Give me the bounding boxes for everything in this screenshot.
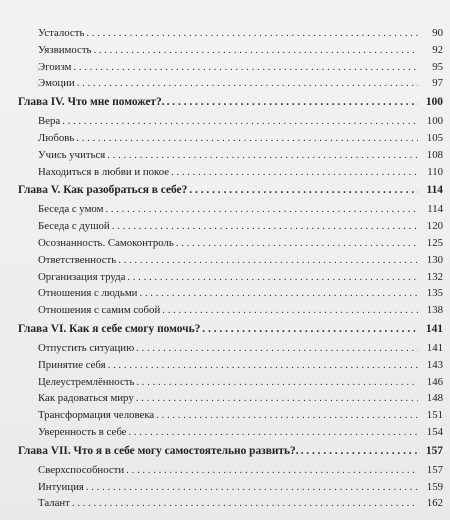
dot-leader bbox=[62, 113, 418, 130]
section-title: Беседа с умом bbox=[38, 203, 104, 216]
dot-leader bbox=[136, 374, 418, 391]
page-number: 148 bbox=[426, 392, 443, 405]
dot-leader bbox=[176, 235, 418, 252]
page-number: 92 bbox=[432, 43, 443, 56]
chapter-title: Глава IV. Что мне поможет?. bbox=[18, 96, 165, 109]
dot-leader bbox=[202, 319, 418, 340]
page-number: 125 bbox=[426, 236, 443, 249]
toc-item-row bbox=[18, 25, 443, 42]
page-number: 95 bbox=[432, 60, 443, 73]
chapter-title: Глава V. Как разобраться в себе? bbox=[18, 184, 188, 197]
toc-item-row bbox=[18, 235, 443, 252]
toc-item-row bbox=[18, 113, 443, 130]
toc-item-row bbox=[18, 407, 443, 424]
page-number: 114 bbox=[427, 203, 443, 216]
toc-item-row bbox=[18, 164, 443, 181]
dot-leader bbox=[171, 164, 418, 181]
dot-leader bbox=[189, 180, 418, 201]
section-title: Целеустремлённость bbox=[38, 375, 135, 388]
toc-item-row bbox=[18, 479, 443, 496]
toc-item-row bbox=[18, 147, 443, 164]
toc-item-row bbox=[18, 269, 443, 286]
toc-item-row bbox=[18, 462, 443, 479]
dot-leader bbox=[72, 495, 418, 512]
section-title: Принятие себя bbox=[38, 358, 106, 371]
dot-leader bbox=[139, 285, 418, 302]
dot-leader bbox=[112, 218, 418, 235]
section-title: Организация труда bbox=[38, 270, 126, 283]
toc-item-row bbox=[18, 130, 443, 147]
section-title: Уязвимость bbox=[38, 43, 92, 56]
dot-leader bbox=[86, 25, 418, 42]
toc-item-row bbox=[18, 59, 443, 76]
section-title: Как радоваться миру bbox=[38, 392, 134, 405]
page-number: 105 bbox=[426, 131, 443, 144]
section-title: Отношения с самим собой bbox=[38, 304, 161, 317]
section-title: Беседа с душой bbox=[38, 220, 110, 233]
page-number: 154 bbox=[426, 425, 443, 438]
page-number: 114 bbox=[426, 184, 443, 197]
table-of-contents bbox=[18, 25, 443, 512]
chapter-title: Глава VII. Что я в себе могу самостоятельно развить?. bbox=[18, 444, 299, 457]
section-title: Уверенность в себе bbox=[38, 425, 127, 438]
page-number: 97 bbox=[432, 77, 443, 90]
dot-leader bbox=[301, 441, 418, 462]
page-number: 130 bbox=[426, 253, 443, 266]
toc-item-row bbox=[18, 374, 443, 391]
page-number: 159 bbox=[426, 480, 443, 493]
section-title: Талант bbox=[38, 497, 70, 510]
page-number: 135 bbox=[426, 287, 443, 300]
toc-item-row bbox=[18, 424, 443, 441]
toc-item-row bbox=[18, 75, 443, 92]
toc-item-row bbox=[18, 42, 443, 59]
dot-leader bbox=[86, 479, 418, 496]
dot-leader bbox=[118, 252, 418, 269]
toc-item-row bbox=[18, 201, 443, 218]
page-number: 100 bbox=[425, 96, 443, 109]
toc-chapter-row bbox=[18, 319, 443, 340]
toc-item-row bbox=[18, 218, 443, 235]
page-number: 162 bbox=[426, 497, 443, 510]
page-number: 146 bbox=[426, 375, 443, 388]
page-number: 138 bbox=[426, 304, 443, 317]
page-number: 143 bbox=[426, 358, 443, 371]
section-title: Сверхспособности bbox=[38, 463, 125, 476]
page-number: 90 bbox=[432, 27, 443, 39]
dot-leader bbox=[127, 269, 418, 286]
page-number: 108 bbox=[426, 148, 443, 161]
section-title: Учись учиться bbox=[38, 148, 106, 161]
section-title: Трансформация человека bbox=[38, 409, 155, 422]
section-title: Осознанность. Самоконтроль bbox=[38, 236, 174, 249]
toc-item-row bbox=[18, 302, 443, 319]
dot-leader bbox=[162, 302, 418, 319]
section-title: Интуиция bbox=[38, 480, 84, 493]
toc-chapter-row bbox=[18, 180, 443, 201]
page-number: 157 bbox=[426, 463, 443, 476]
dot-leader bbox=[77, 75, 418, 92]
page-number: 132 bbox=[426, 270, 443, 283]
dot-leader bbox=[76, 130, 418, 147]
section-title: Любовь bbox=[38, 131, 75, 144]
toc-item-row bbox=[18, 252, 443, 269]
section-title: Эмоции bbox=[38, 77, 75, 90]
dot-leader bbox=[93, 42, 418, 59]
dot-leader bbox=[128, 424, 418, 441]
dot-leader bbox=[167, 92, 418, 113]
page-number: 120 bbox=[426, 220, 443, 233]
dot-leader bbox=[136, 390, 418, 407]
toc-item-row bbox=[18, 340, 443, 357]
section-title: Отпустить ситуацию bbox=[38, 341, 135, 354]
section-title: Находиться в любви и покое bbox=[38, 165, 170, 178]
section-title: Эгоизм bbox=[38, 60, 72, 73]
toc-item-row bbox=[18, 390, 443, 407]
dot-leader bbox=[107, 147, 418, 164]
section-title: Отношения с людьми bbox=[38, 287, 138, 300]
toc-chapter-row bbox=[18, 441, 443, 462]
toc-chapter-row bbox=[18, 92, 443, 113]
page-number: 141 bbox=[426, 341, 443, 354]
section-title: Усталость bbox=[38, 27, 85, 39]
page-number: 157 bbox=[425, 444, 443, 457]
page-number: 100 bbox=[426, 115, 443, 128]
section-title: Вера bbox=[38, 115, 61, 128]
dot-leader bbox=[108, 357, 418, 374]
page-number: 141 bbox=[425, 322, 443, 335]
toc-item-row bbox=[18, 285, 443, 302]
dot-leader bbox=[136, 340, 418, 357]
dot-leader bbox=[73, 59, 418, 76]
section-title: Ответственность bbox=[38, 253, 117, 266]
chapter-title: Глава VI. Как я себе смогу помочь? bbox=[18, 322, 201, 335]
page-number: 110 bbox=[427, 165, 443, 178]
page-number: 151 bbox=[426, 409, 443, 422]
toc-item-row bbox=[18, 357, 443, 374]
toc-item-row bbox=[18, 495, 443, 512]
dot-leader bbox=[126, 462, 418, 479]
dot-leader bbox=[105, 201, 418, 218]
dot-leader bbox=[156, 407, 418, 424]
